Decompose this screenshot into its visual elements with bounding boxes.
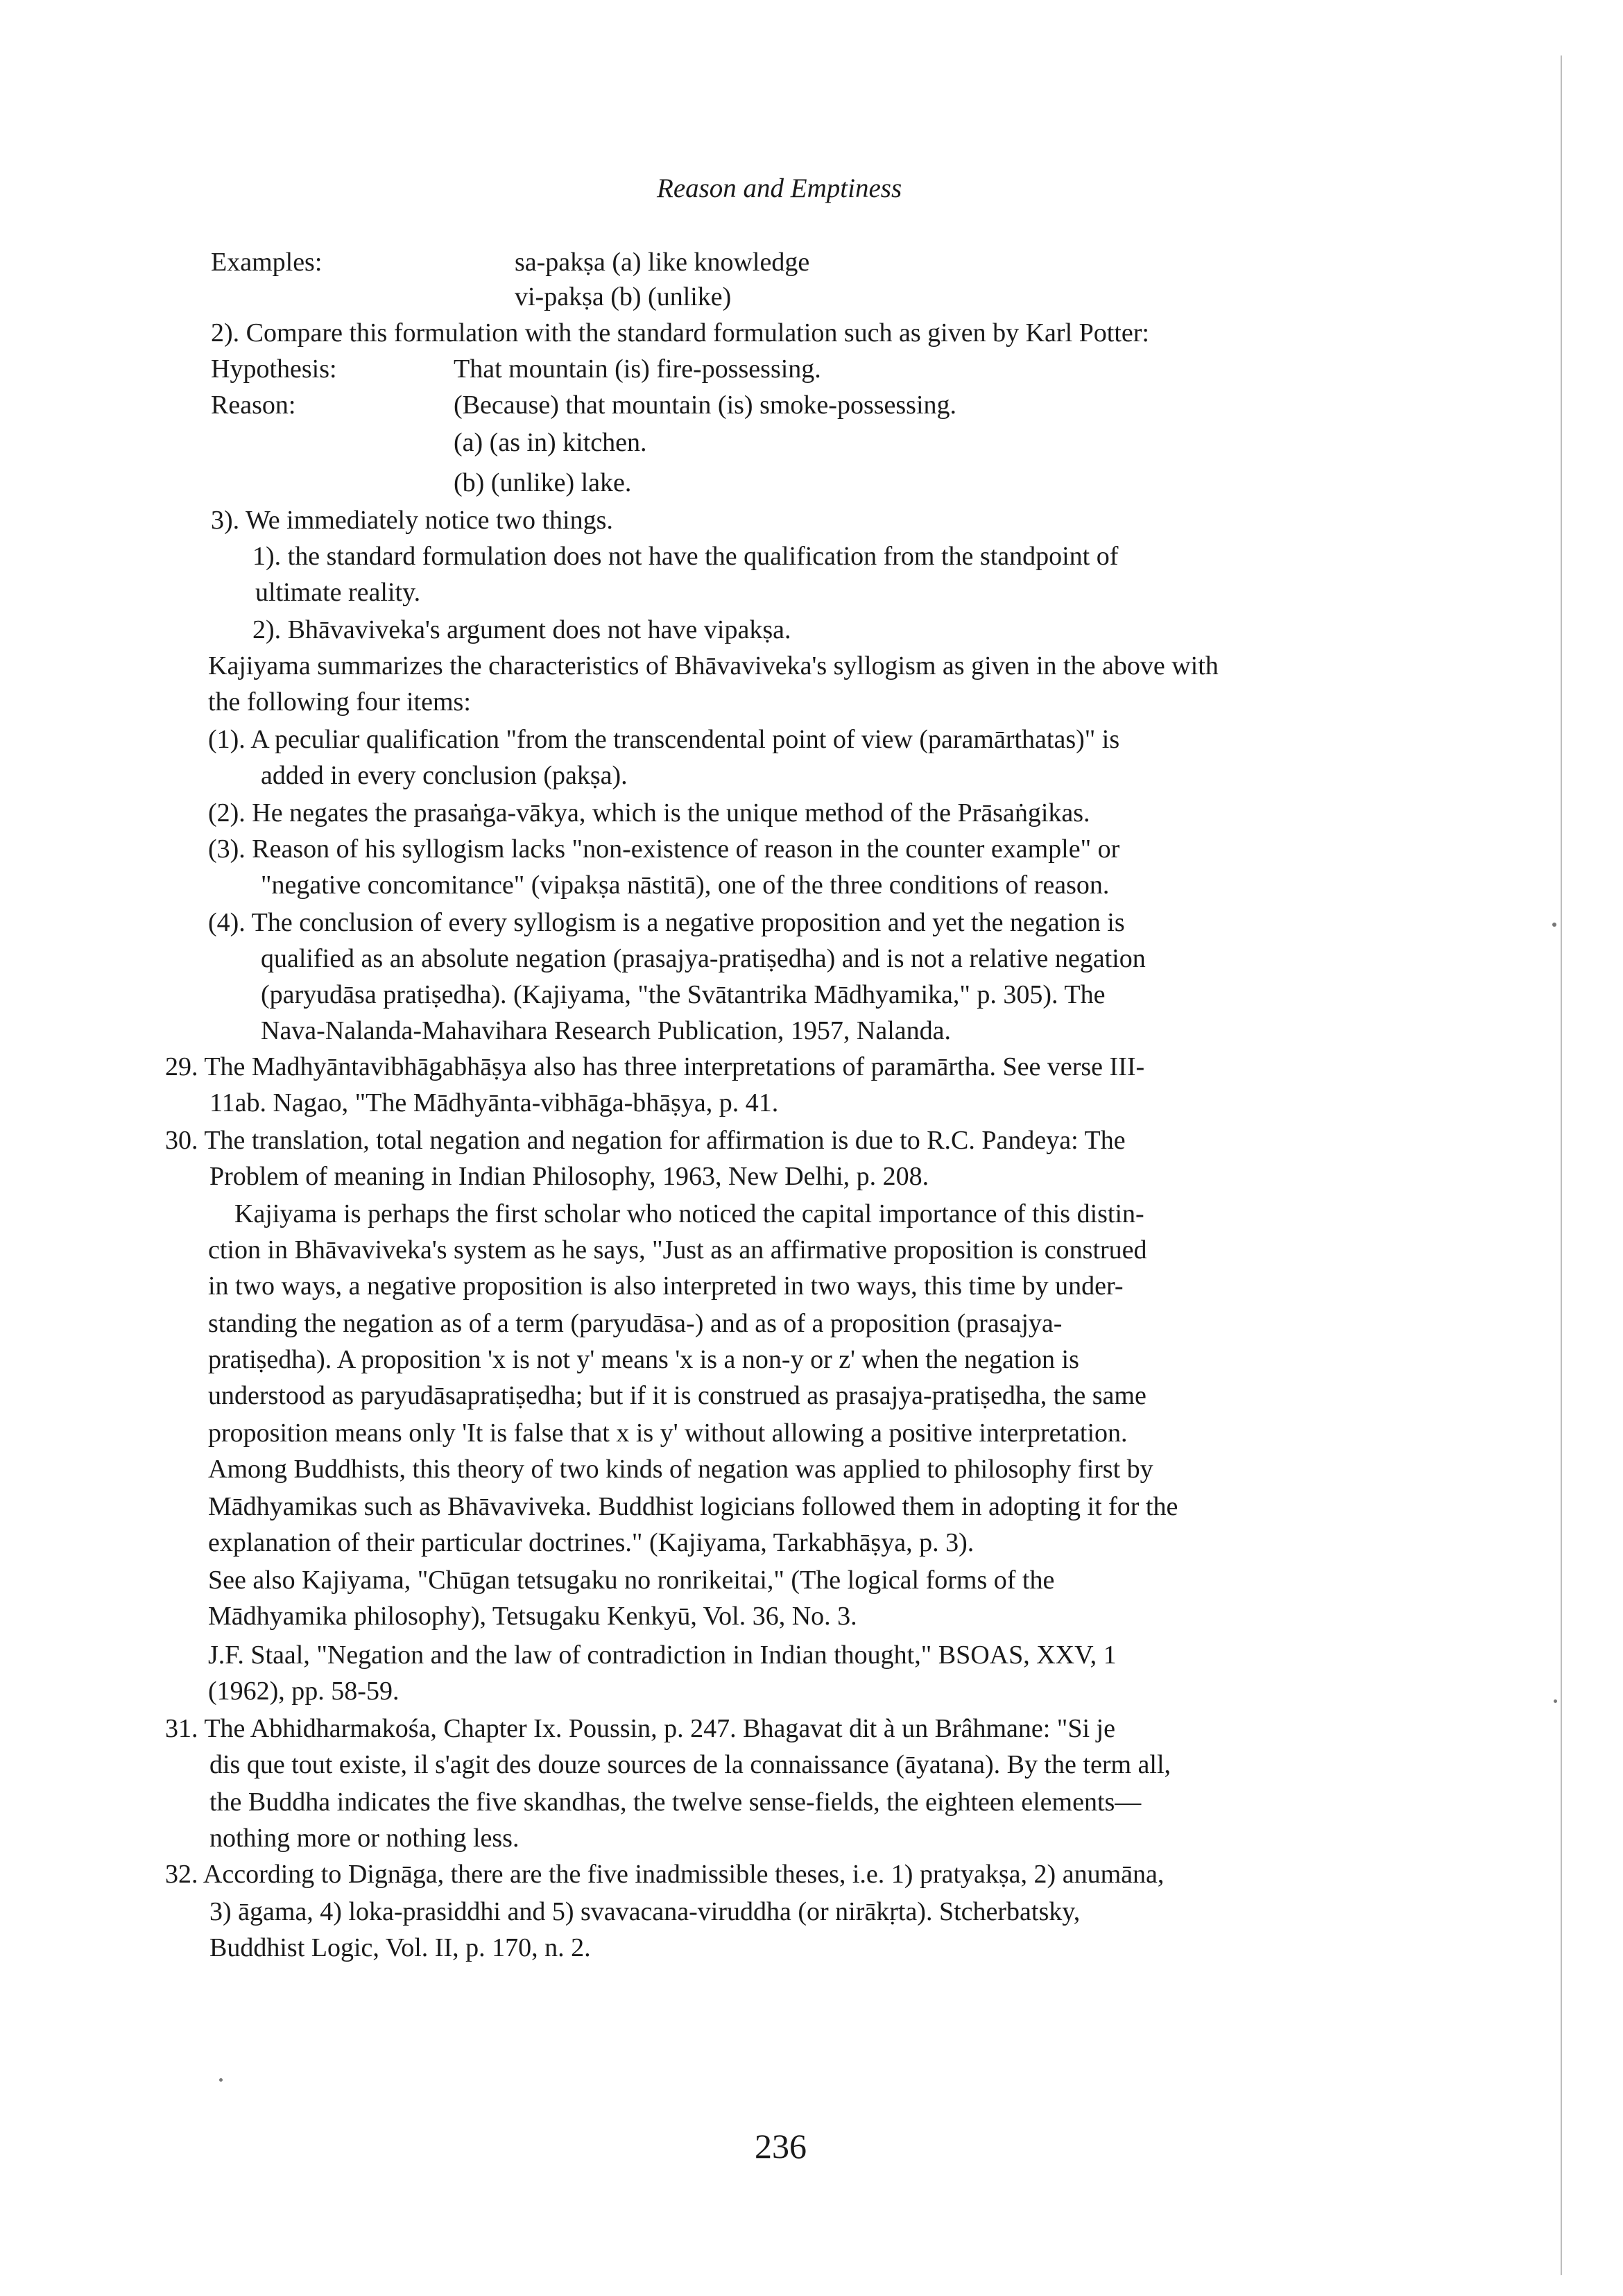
note-32-line-2: 3) āgama, 4) loka-prasiddhi and 5) svavacana-viruddha (or nirākṛta). Stcherbatsky, bbox=[209, 1897, 1081, 1926]
kajiyama-summary-line-1: Kajiyama summarizes the characteristics of Bhāvaviveka's syllogism as given in the above with bbox=[208, 651, 1219, 680]
scan-speck bbox=[1554, 1699, 1557, 1703]
summary-item-2: (2). He negates the prasaṅga-vākya, which is the unique method of the Prāsaṅgikas. bbox=[208, 798, 1090, 828]
notice-intro: 3). We immediately notice two things. bbox=[211, 506, 613, 535]
notice-item-2: 2). Bhāvaviveka's argument does not have vipakṣa. bbox=[252, 615, 791, 644]
note-31-line-4: nothing more or nothing less. bbox=[209, 1824, 519, 1853]
note-30-staal-line-1: J.F. Staal, "Negation and the law of contradiction in Indian thought," BSOAS, XXV, 1 bbox=[208, 1640, 1117, 1670]
potter-intro: 2). Compare this formulation with the standard formulation such as given by Karl Potter: bbox=[211, 318, 1149, 348]
note-30-staal-line-2: (1962), pp. 58-59. bbox=[208, 1677, 400, 1706]
note-30-para-line: explanation of their particular doctrines." (Kajiyama, Tarkabhāṣya, p. 3). bbox=[208, 1528, 974, 1557]
note-30-see-also-line-1: See also Kajiyama, "Chūgan tetsugaku no ronrikeitai," (The logical forms of the bbox=[208, 1566, 1055, 1595]
note-30-para-line: understood as paryudāsapratiṣedha; but if it is construed as prasajya-pratiṣedha, the same bbox=[208, 1381, 1147, 1410]
note-31-line-1: 31. The Abhidharmakośa, Chapter Ix. Poussin, p. 247. Bhagavat dit à un Brâhmane: "Si je bbox=[165, 1714, 1115, 1743]
summary-item-4-line-4: Nava-Nalanda-Mahavihara Research Publication, 1957, Nalanda. bbox=[261, 1016, 951, 1045]
summary-item-4-line-1: (4). The conclusion of every syllogism is a negative proposition and yet the negation is bbox=[208, 908, 1125, 937]
example-b: (b) (unlike) lake. bbox=[454, 468, 632, 497]
note-30-para-line: Mādhyamikas such as Bhāvaviveka. Buddhist logicians followed them in adopting it for the bbox=[208, 1492, 1178, 1521]
note-30-para-line: pratiṣedha). A proposition 'x is not y' means 'x is a non-y or z' when the negation is bbox=[208, 1345, 1079, 1374]
note-32-line-3: Buddhist Logic, Vol. II, p. 170, n. 2. bbox=[209, 1933, 591, 1962]
note-29-line-2: 11ab. Nagao, "The Mādhyānta-vibhāga-bhāṣya, p. 41. bbox=[209, 1088, 779, 1117]
vipaksa-line: vi-pakṣa (b) (unlike) bbox=[515, 282, 732, 311]
summary-item-3-line-2: "negative concomitance" (vipakṣa nāstitā), one of the three conditions of reason. bbox=[261, 871, 1110, 900]
reason-label: Reason: bbox=[211, 391, 296, 420]
hypothesis-label: Hypothesis: bbox=[211, 354, 337, 384]
examples-label: Examples: bbox=[211, 248, 323, 277]
reason-text: (Because) that mountain (is) smoke-possessing. bbox=[454, 391, 957, 420]
note-30-para-line: Kajiyama is perhaps the first scholar who noticed the capital importance of this distin- bbox=[234, 1199, 1144, 1228]
kajiyama-summary-line-2: the following four items: bbox=[208, 687, 471, 717]
note-30-para-line: ction in Bhāvaviveka's system as he says, "Just as an affirmative proposition is construed bbox=[208, 1235, 1147, 1265]
note-29-line-1: 29. The Madhyāntavibhāgabhāṣya also has three interpretations of paramārtha. See verse III- bbox=[165, 1052, 1145, 1081]
summary-item-3-line-1: (3). Reason of his syllogism lacks "non-existence of reason in the counter example" or bbox=[208, 834, 1120, 864]
note-31-line-2: dis que tout existe, il s'agit des douze sources de la connaissance (āyatana). By the term all, bbox=[209, 1750, 1171, 1779]
example-a: (a) (as in) kitchen. bbox=[454, 428, 647, 457]
note-30-para-line: standing the negation as of a term (paryudāsa-) and as of a proposition (prasajya- bbox=[208, 1309, 1063, 1338]
scan-speck bbox=[219, 2078, 223, 2082]
note-30-line-2: Problem of meaning in Indian Philosophy, 1963, New Delhi, p. 208. bbox=[209, 1162, 929, 1191]
summary-item-4-line-2: qualified as an absolute negation (prasajya-pratiṣedha) and is not a relative negation bbox=[261, 944, 1146, 973]
note-31-line-3: the Buddha indicates the five skandhas, the twelve sense-fields, the eighteen elements— bbox=[209, 1788, 1142, 1817]
running-header: Reason and Emptiness bbox=[657, 173, 902, 203]
summary-item-1-line-1: (1). A peculiar qualification "from the transcendental point of view (paramārthatas)" is bbox=[208, 725, 1120, 754]
sapaksa-line: sa-pakṣa (a) like knowledge bbox=[515, 248, 810, 277]
note-30-para-line: Among Buddhists, this theory of two kinds of negation was applied to philosophy first by bbox=[208, 1455, 1153, 1484]
scan-speck bbox=[1552, 923, 1556, 927]
note-30-see-also-line-2: Mādhyamika philosophy), Tetsugaku Kenkyū, Vol. 36, No. 3. bbox=[208, 1602, 857, 1631]
note-30-para-line: in two ways, a negative proposition is also interpreted in two ways, this time by under- bbox=[208, 1271, 1124, 1301]
hypothesis-text: That mountain (is) fire-possessing. bbox=[454, 354, 821, 384]
notice-item-1-line-1: 1). the standard formulation does not have the qualification from the standpoint of bbox=[252, 542, 1119, 571]
note-32-line-1: 32. According to Dignāga, there are the five inadmissible theses, i.e. 1) pratyakṣa, 2) anumāna, bbox=[165, 1860, 1165, 1889]
note-30-para-line: proposition means only 'It is false that x is y' without allowing a positive interpretation. bbox=[208, 1419, 1128, 1448]
page-number: 236 bbox=[755, 2127, 807, 2166]
notice-item-1-line-2: ultimate reality. bbox=[255, 578, 421, 607]
summary-item-1-line-2: added in every conclusion (pakṣa). bbox=[261, 761, 628, 790]
scan-edge-line bbox=[1561, 55, 1562, 2275]
note-30-line-1: 30. The translation, total negation and negation for affirmation is due to R.C. Pandeya: The bbox=[165, 1126, 1126, 1155]
summary-item-4-line-3: (paryudāsa pratiṣedha). (Kajiyama, "the Svātantrika Mādhyamika," p. 305). The bbox=[261, 980, 1106, 1009]
